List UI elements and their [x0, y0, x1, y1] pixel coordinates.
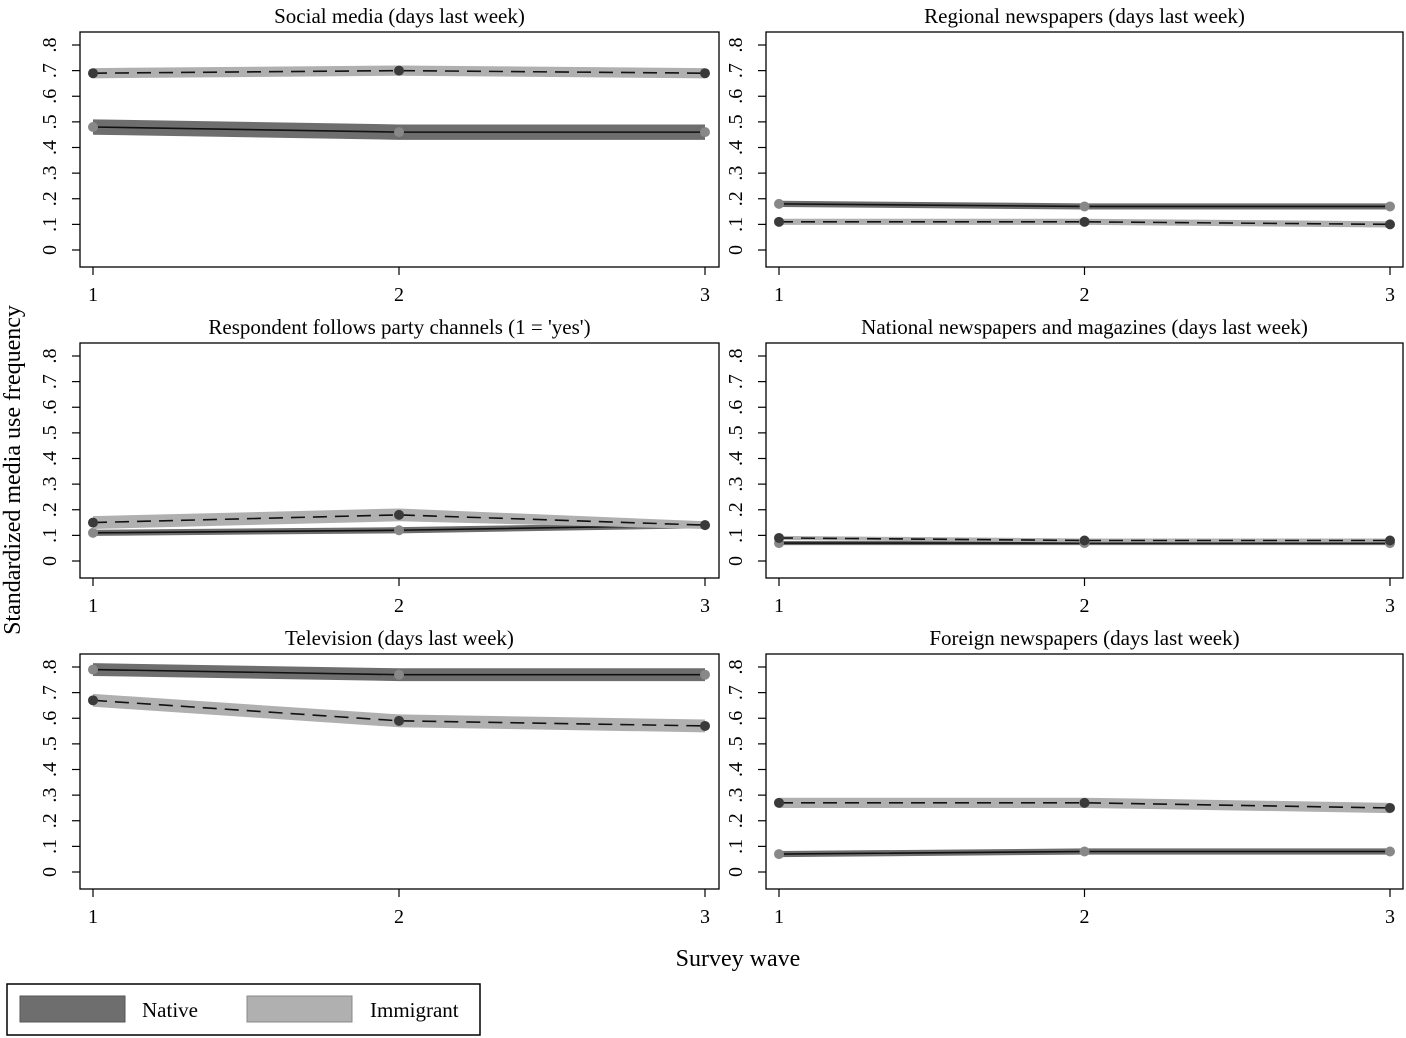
data-point-native	[394, 525, 404, 535]
y-tick-label: .3	[39, 476, 61, 492]
data-point-immigrant	[1080, 536, 1090, 546]
y-tick-label: .7	[39, 374, 61, 390]
y-tick-label: 0	[725, 245, 747, 255]
y-tick-label: .2	[39, 813, 61, 829]
x-tick-label: 1	[774, 284, 784, 306]
data-point-immigrant	[1385, 219, 1395, 229]
panel-title: Regional newspapers (days last week)	[924, 4, 1245, 28]
y-tick-label: .4	[725, 762, 747, 777]
data-point-immigrant	[394, 66, 404, 76]
y-tick-label: .8	[39, 348, 61, 364]
y-tick-label: .8	[725, 659, 747, 675]
plot-frame	[80, 343, 719, 578]
data-point-native	[88, 528, 98, 538]
y-tick-label: .6	[39, 88, 61, 104]
data-point-native	[1385, 847, 1395, 857]
x-tick-label: 1	[88, 284, 98, 306]
x-tick-label: 2	[394, 284, 404, 306]
data-point-immigrant	[1385, 803, 1395, 813]
panel-title: Respondent follows party channels (1 = 'yes')	[208, 315, 591, 339]
y-tick-label: .6	[725, 399, 747, 415]
y-tick-label: .4	[725, 140, 747, 155]
data-point-native	[700, 127, 710, 137]
y-tick-label: .7	[39, 63, 61, 79]
data-point-immigrant	[1080, 217, 1090, 227]
y-tick-label: .6	[39, 710, 61, 726]
y-tick-label: .2	[725, 191, 747, 207]
y-tick-label: .3	[725, 787, 747, 803]
panels-group	[39, 4, 1403, 928]
y-tick-label: .6	[39, 399, 61, 415]
data-point-immigrant	[88, 695, 98, 705]
x-tick-label: 3	[1385, 906, 1395, 928]
y-tick-label: 0	[725, 556, 747, 566]
chart-panel-6	[725, 626, 1403, 928]
x-tick-label: 2	[1079, 906, 1090, 928]
data-point-native	[1385, 201, 1395, 211]
y-tick-label: .1	[725, 216, 747, 232]
y-tick-label: .1	[725, 527, 747, 543]
data-point-native	[88, 122, 98, 132]
y-tick-label: .2	[725, 813, 747, 829]
x-tick-label: 1	[774, 906, 784, 928]
x-tick-label: 3	[700, 595, 710, 617]
x-tick-label: 1	[88, 906, 98, 928]
chart-panel-3	[39, 315, 719, 617]
x-tick-label: 3	[700, 284, 710, 306]
data-point-immigrant	[774, 217, 784, 227]
data-point-immigrant	[700, 721, 710, 731]
y-tick-label: .1	[39, 527, 61, 543]
data-point-native	[700, 670, 710, 680]
chart-panel-5	[39, 626, 719, 928]
chart-panel-1	[39, 4, 719, 306]
data-point-immigrant	[88, 518, 98, 528]
x-tick-label: 2	[1079, 595, 1090, 617]
y-tick-label: .5	[725, 425, 747, 441]
y-tick-label: .3	[725, 476, 747, 492]
legend-swatch-native	[20, 996, 125, 1022]
y-tick-label: .4	[39, 140, 61, 155]
y-axis-title: Standardized media use frequency	[0, 305, 26, 635]
y-tick-label: .7	[725, 374, 747, 390]
data-point-immigrant	[700, 68, 710, 78]
legend-label-native: Native	[142, 998, 198, 1022]
y-tick-label: .7	[725, 63, 747, 79]
panel-title: National newspapers and magazines (days last week)	[861, 315, 1308, 339]
panel-title: Foreign newspapers (days last week)	[929, 626, 1240, 650]
y-tick-label: .4	[725, 451, 747, 466]
ci-band-immigrant	[93, 694, 705, 732]
y-tick-label: .8	[725, 348, 747, 364]
data-point-native	[774, 199, 784, 209]
y-tick-label: .2	[39, 502, 61, 518]
y-tick-label: 0	[725, 867, 747, 877]
x-tick-label: 3	[1385, 284, 1395, 306]
y-tick-label: .2	[39, 191, 61, 207]
y-tick-label: .4	[39, 451, 61, 466]
data-point-native	[394, 670, 404, 680]
panel-title: Social media (days last week)	[274, 4, 525, 28]
y-tick-label: .8	[725, 37, 747, 53]
y-tick-label: .6	[725, 710, 747, 726]
x-tick-label: 2	[394, 595, 404, 617]
x-tick-label: 3	[1385, 595, 1395, 617]
y-tick-label: .3	[39, 787, 61, 803]
data-point-immigrant	[700, 520, 710, 530]
y-tick-label: .7	[725, 685, 747, 701]
plot-frame	[766, 32, 1403, 267]
data-point-immigrant	[1080, 798, 1090, 808]
y-tick-label: .6	[725, 88, 747, 104]
data-point-native	[1080, 201, 1090, 211]
y-tick-label: .7	[39, 685, 61, 701]
y-tick-label: .8	[39, 659, 61, 675]
chart-panel-2	[725, 4, 1403, 306]
y-tick-label: .5	[39, 425, 61, 441]
data-point-native	[1080, 847, 1090, 857]
y-tick-label: .1	[39, 216, 61, 232]
y-tick-label: 0	[39, 245, 61, 255]
x-tick-label: 2	[1079, 284, 1090, 306]
panel-title: Television (days last week)	[285, 626, 514, 650]
data-point-native	[394, 127, 404, 137]
data-point-immigrant	[88, 68, 98, 78]
x-tick-label: 1	[774, 595, 784, 617]
legend-label-immigrant: Immigrant	[370, 998, 459, 1022]
plot-frame	[80, 654, 719, 889]
y-tick-label: 0	[39, 556, 61, 566]
x-tick-label: 2	[394, 906, 404, 928]
y-tick-label: .3	[39, 165, 61, 181]
chart-panel-4	[725, 315, 1403, 617]
data-point-native	[774, 849, 784, 859]
y-tick-label: .5	[725, 736, 747, 752]
data-point-immigrant	[394, 716, 404, 726]
y-tick-label: .4	[39, 762, 61, 777]
legend	[7, 984, 480, 1035]
legend-swatch-immigrant	[247, 996, 352, 1022]
y-tick-label: .5	[39, 114, 61, 130]
data-point-immigrant	[394, 510, 404, 520]
data-point-immigrant	[1385, 536, 1395, 546]
x-tick-label: 3	[700, 906, 710, 928]
y-tick-label: .1	[39, 838, 61, 854]
x-axis-title: Survey wave	[675, 946, 801, 972]
y-tick-label: .2	[725, 502, 747, 518]
y-tick-label: .3	[725, 165, 747, 181]
y-tick-label: .5	[725, 114, 747, 130]
y-tick-label: .5	[39, 736, 61, 752]
y-tick-label: .8	[39, 37, 61, 53]
x-tick-label: 1	[88, 595, 98, 617]
y-tick-label: .1	[725, 838, 747, 854]
data-point-native	[88, 665, 98, 675]
y-tick-label: 0	[39, 867, 61, 877]
data-point-immigrant	[774, 798, 784, 808]
data-point-immigrant	[774, 533, 784, 543]
